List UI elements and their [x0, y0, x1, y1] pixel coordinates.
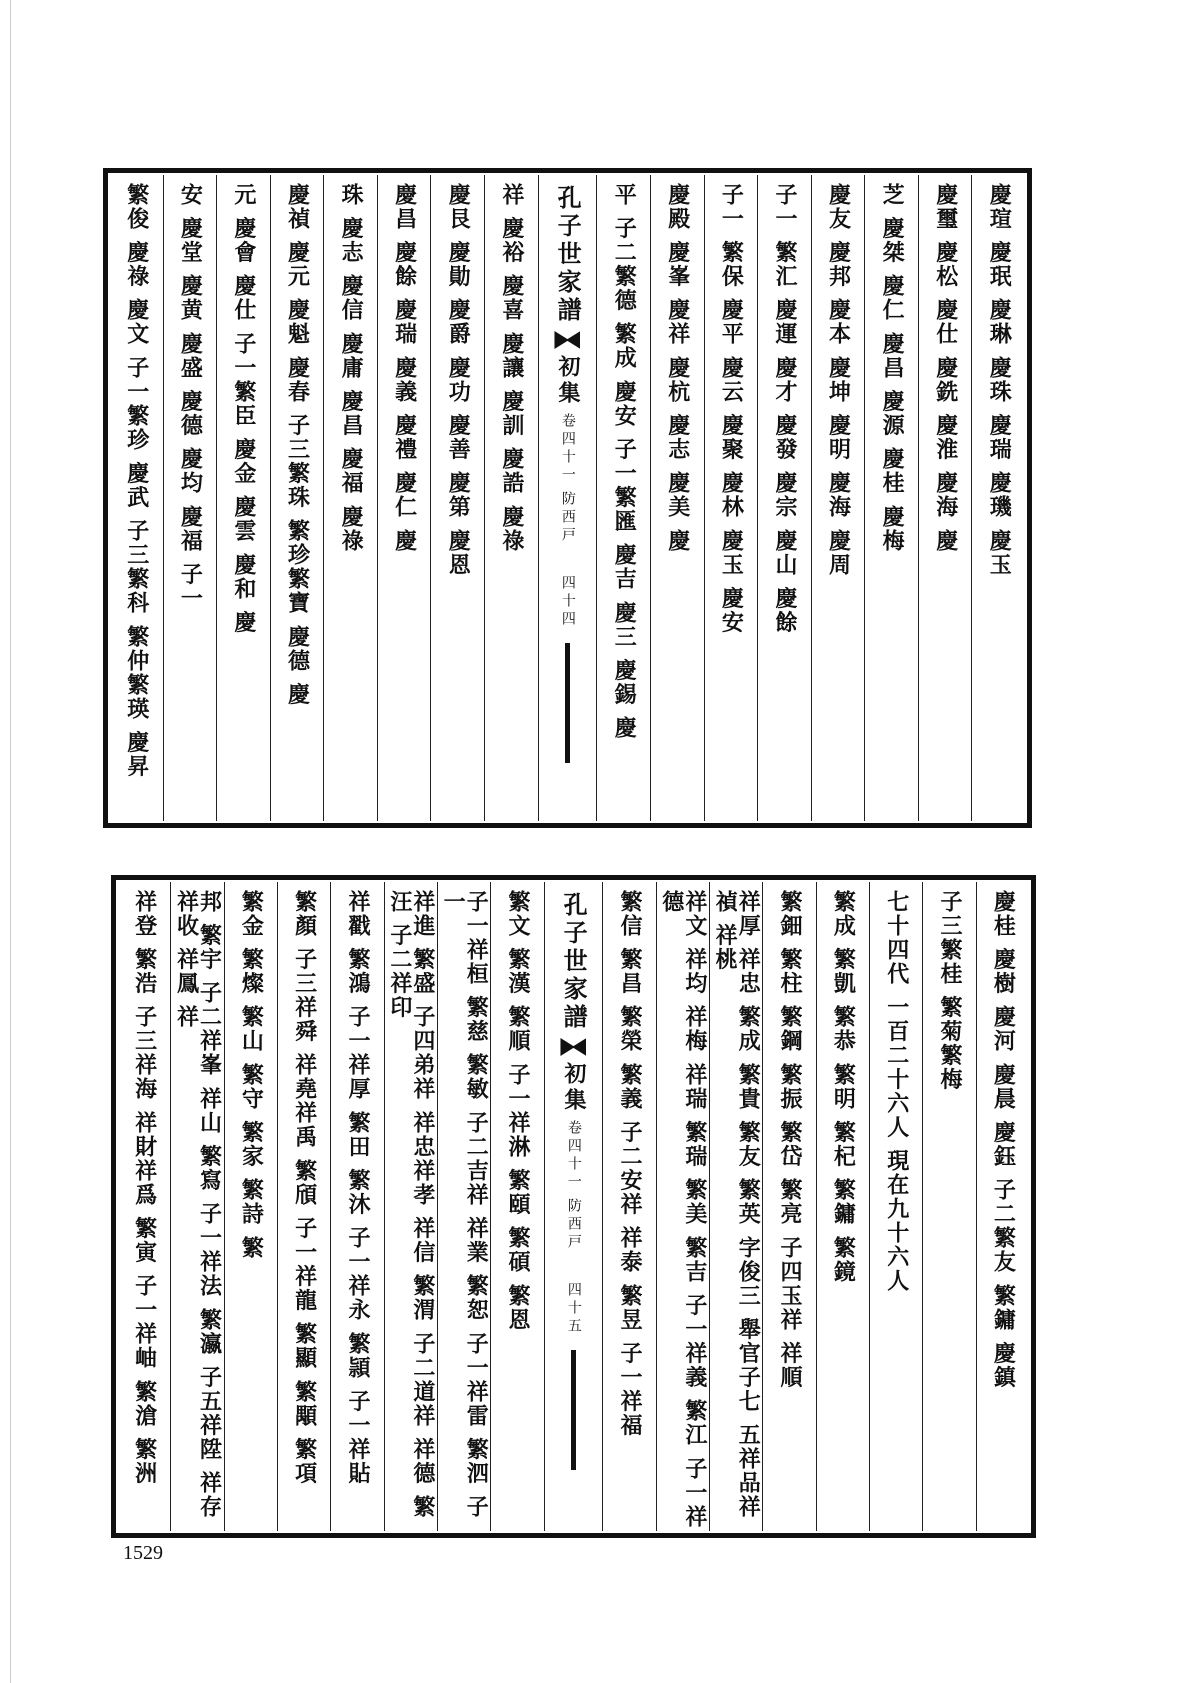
- bottom-column: [762, 882, 815, 1531]
- column-text: 安 慶堂 慶黄 慶盛 慶德 慶均 慶福 子一: [177, 183, 204, 611]
- bottom-column: [118, 882, 170, 1531]
- column-text: 邦 繁宇 子二祥峯 祥山 繁寫 子一祥法 繁瀛 子五祥陞 祥存祥收 祥鳳 祥: [173, 890, 223, 1520]
- top-column: [650, 175, 704, 821]
- column-text: 子三繁桂 繁菊繁梅: [937, 890, 964, 1092]
- section-label: 防西戸: [565, 1198, 582, 1252]
- column-text: 繁文 繁漢 繁順 子一祥淋 繁頤 繁碩 繁恩: [505, 890, 532, 1332]
- top-column: [323, 175, 377, 821]
- column-text: 祥文 祥均 祥梅 祥瑞 繁瑞 繁美 繁吉 子一祥義 繁江 子一祥德: [658, 890, 708, 1529]
- top-column: [811, 175, 865, 821]
- scan-margin-line: [10, 0, 11, 1683]
- book-title: 孔子世家譜: [553, 185, 583, 325]
- bottom-column: [277, 882, 330, 1531]
- fish-tail-mark: [560, 1038, 586, 1056]
- column-text: 子一祥桓 繁慈 繁敏 子二吉祥 祥業 繁恕 子一祥雷 繁泗 子一: [440, 890, 490, 1520]
- bottom-column: [490, 882, 543, 1531]
- column-text: 慶璽 慶松 慶仕 慶銑 慶淮 慶海 慶: [932, 183, 959, 553]
- bottom-column: [656, 882, 709, 1531]
- column-text: 七十四代 一百二十六人 現在九十六人: [883, 890, 910, 1294]
- bottom-column: [602, 882, 655, 1531]
- column-text: 慶昌 慶餘 慶瑞 慶義 慶禮 慶仁 慶: [391, 183, 418, 553]
- bottom-column: [869, 882, 922, 1531]
- top-column: [757, 175, 811, 821]
- bottom-column: [437, 882, 490, 1531]
- bottom-page-panel: [111, 875, 1036, 1538]
- column-text: 慶殿 慶峯 慶祥 慶杭 慶志 慶美 慶: [664, 183, 691, 553]
- top-column: [596, 175, 650, 821]
- top-column: [270, 175, 324, 821]
- fish-tail-mark: [554, 331, 580, 349]
- column-text: 子一 繁汇 慶運 慶才 慶發 慶宗 慶山 慶餘: [771, 183, 798, 635]
- column-text: 繁信 繁昌 繁榮 繁義 子二安祥 祥泰 繁昱 子一祥福: [616, 890, 643, 1438]
- top-column: [864, 175, 918, 821]
- top-column: [704, 175, 758, 821]
- bottom-column: [976, 882, 1029, 1531]
- top-column: [918, 175, 972, 821]
- top-page-panel: [103, 168, 1032, 828]
- column-text: 祥登 繁浩 子三祥海 祥財祥爲 繁寅 子一祥岫 繁滄 繁洲: [131, 890, 158, 1486]
- column-text: 慶禎 慶元 慶魁 慶春 子三繁珠 繁珍繁寶 慶德 慶: [284, 183, 311, 707]
- bottom-center-spine: [544, 882, 603, 1531]
- spine-bar: [571, 1350, 576, 1470]
- column-text: 繁成 繁凱 繁恭 繁明 繁杞 繁鏞 繁鏡: [830, 890, 857, 1284]
- top-column: [430, 175, 484, 821]
- top-column: [110, 175, 163, 821]
- page-number: 1529: [123, 1542, 163, 1564]
- book-title: 孔子世家譜: [559, 892, 589, 1032]
- column-text: 祥厚 祥忠 繁成 繁貴 繁友 繁英 字俊三 舉官子七 五祥品祥禎 祥桃: [712, 890, 762, 1520]
- column-text: 祥進 繁盛 子四弟祥 祥忠祥孝 祥信 繁渭 子二道祥 祥德 繁汪 子二祥印: [386, 890, 436, 1520]
- bottom-column: [170, 882, 223, 1531]
- spine-bar: [565, 643, 570, 763]
- bottom-column: [330, 882, 383, 1531]
- column-text: 祥 慶裕 慶喜 慶讓 慶訓 慶誥 慶祿: [498, 183, 525, 553]
- bottom-column: [224, 882, 277, 1531]
- column-text: 慶瑄 慶珉 慶琳 慶珠 慶瑞 慶璣 慶玉: [986, 183, 1013, 577]
- folio-number: 四十五: [565, 1282, 582, 1336]
- top-column: [216, 175, 270, 821]
- column-text: 繁金 繁燦 繁山 繁守 繁家 繁詩 繁: [238, 890, 265, 1260]
- top-column: [971, 175, 1025, 821]
- column-text: 繁鈿 繁柱 繁鋼 繁振 繁岱 繁亮 子四玉祥 祥順: [777, 890, 803, 1390]
- top-column: [163, 175, 217, 821]
- folio-number: 四十四: [559, 575, 576, 629]
- column-text: 子一 繁保 慶平 慶云 慶聚 慶林 慶玉 慶安: [718, 183, 745, 635]
- bottom-column: [922, 882, 975, 1531]
- juan-label: 卷四十一: [559, 413, 576, 485]
- column-text: 平 子二繁德 繁成 慶安 子一繁匯 慶吉 慶三 慶錫 慶: [611, 183, 638, 741]
- column-text: 繁俊 慶祿 慶文 子一繁珍 慶武 子三繁科 繁仲繁瑛 慶昇: [123, 183, 150, 779]
- bottom-column: [709, 882, 762, 1531]
- column-text: 慶桂 慶樹 慶河 慶晨 慶鈺 子二繁友 繁鏞 慶鎮: [990, 890, 1017, 1390]
- juan-label: 卷四十一: [565, 1120, 582, 1192]
- column-text: 芝 慶桀 慶仁 慶昌 慶源 慶桂 慶梅: [879, 183, 906, 553]
- column-text: 珠 慶志 慶信 慶庸 慶昌 慶福 慶祿: [338, 183, 365, 553]
- volume-label: 初集: [555, 355, 582, 407]
- bottom-column: [384, 882, 437, 1531]
- column-text: 繁顏 子三祥舜 祥堯祥禹 繁頎 子一祥龍 繁顯 繁顒 繁項: [291, 890, 318, 1486]
- column-text: 慶友 慶邦 慶本 慶坤 慶明 慶海 慶周: [825, 183, 852, 577]
- column-text: 元 慶會 慶仕 子一繁臣 慶金 慶雲 慶和 慶: [230, 183, 257, 635]
- volume-label: 初集: [561, 1062, 588, 1114]
- column-text: 慶艮 慶勛 慶爵 慶功 慶善 慶第 慶恩: [445, 183, 472, 577]
- column-text: 祥戳 繁鴻 子一祥厚 繁田 繁沐 子一祥永 繁頴 子一祥貼: [345, 890, 372, 1486]
- top-center-spine: [538, 175, 597, 821]
- bottom-column: [816, 882, 869, 1531]
- top-column: [377, 175, 431, 821]
- section-label: 防西戸: [559, 491, 576, 545]
- top-column: [484, 175, 538, 821]
